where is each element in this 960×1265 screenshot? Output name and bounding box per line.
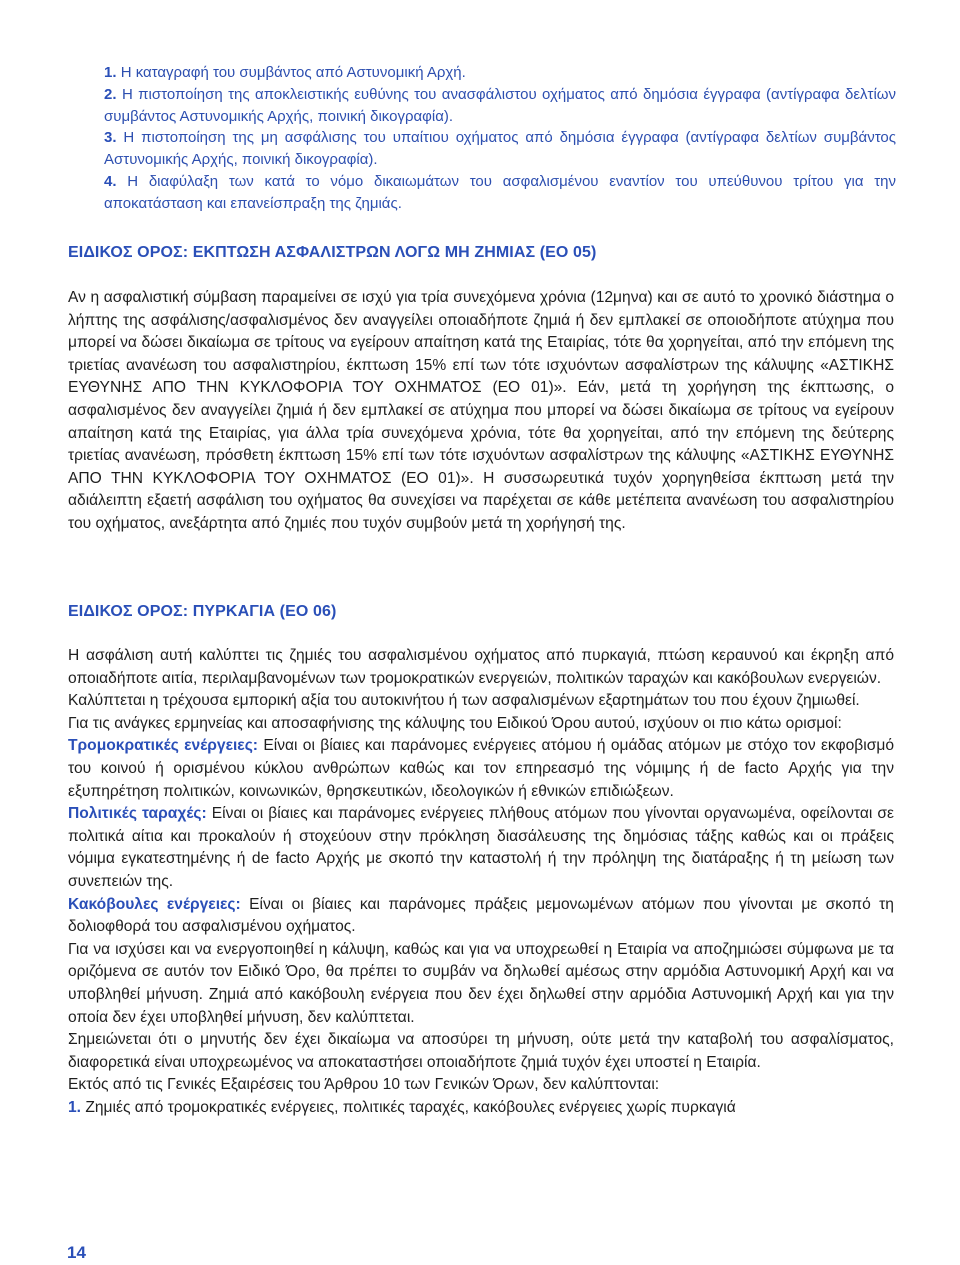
page-number: 14: [67, 1243, 86, 1262]
section-heading-eo06: ΕΙΔΙΚΟΣ ΟΡΟΣ: ΠΥΡΚΑΓΙΑ (ΕΟ 06): [68, 603, 337, 620]
section-body-eo06: [68, 645, 894, 1119]
definitions-intro: Για τις ανάγκες ερμηνείας και αποσαφήνισης της κάλυψης του Ειδικού Όρου αυτού, ισχύουν οι πιο κάτω ορισμοί:: [68, 714, 842, 732]
requirements-list: [104, 62, 896, 215]
definition-term: Πολιτικές ταραχές:: [68, 805, 207, 823]
note-paragraph: Σημειώνεται ότι ο μηνυτής δεν έχει δικαίωμα να αποσύρει τη μήνυση, ούτε μετά την καταβολή του ασφαλίσματος, διαφορετικά είναι υποχρεωμένος να αποκαταστήσει οποιαδήποτε ζημιά τυχόν έχει υποστεί η Εταιρία.: [68, 1031, 894, 1071]
definition-terrorism: Τρομοκρατικές ενέργειες: Είναι οι βίαιες και παράνομες ενέργειες ατόμου ή ομάδας ατόμων με στόχο τον εκφοβισμό του κοινού ή ορισμένου κύκλου ανθρώπων καθώς και τον επηρεασμό της νόμιμης ή de facto Αρχής για την εξυπηρέτηση πολιτικών, κοινωνικών, θρησκευτικών, ιδεολογικών ή εθνικών επιδιώξεων.: [68, 737, 895, 800]
definition-malicious: Κακόβουλες ενέργειες: Είναι οι βίαιες και παράνομες πράξεις μεμονωμένων ατόμων που γίνονται με σκοπό τη δολιοφθορά του ασφαλισμένου οχήματος.: [68, 895, 894, 936]
fire-coverage-paragraph: Η ασφάλιση αυτή καλύπτει τις ζημιές του ασφαλισμένου οχήματος από πυρκαγιά, πτώση κεραυνού και έκρηξη από οποιαδήποτε αιτία, περιλαμβανομένων των τρομοκρατικών ενεργειών, πολιτικών ταραχών και κακόβουλων ενεργειών.: [68, 647, 894, 687]
definition-term: Τρομοκρατικές ενέργειες:: [68, 737, 259, 755]
police-report-paragraph: Για να ισχύσει και να ενεργοποιηθεί η κάλυψη, καθώς και για να υποχρεωθεί η Εταιρία να αποζημιώσει σύμφωνα με τα οριζόμενα σε αυτόν τον Ειδικό Όρο, θα πρέπει το συμβάν να δηλωθεί αμέσως στην αρμόδια Αστυνομική Αρχή και να υποβληθεί μήνυση. Ζημιά από κακόβουλη ενέργεια που δεν έχει δηλωθεί στην αρμόδια Αστυνομική Αρχή και για την οποία δεν έχει υποβληθεί μήνυση, δεν καλύπτεται.: [68, 940, 894, 1026]
list-item: 2. Η πιστοποίηση της αποκλειστικής ευθύνης του ανασφάλιστου οχήματος από δημόσια έγγραφα (αντίγραφα δελτίων συμβάντος Αστυνομικής Αρχής, ποινική δικογραφία).: [104, 85, 896, 125]
section-heading-eo05: ΕΙΔΙΚΟΣ ΟΡΟΣ: ΕΚΠΤΩΣΗ ΑΣΦΑΛΙΣΤΡΩΝ ΛΟΓΩ ΜΗ ΖΗΜΙΑΣ (ΕΟ 05): [68, 244, 597, 261]
value-paragraph: Καλύπτεται η τρέχουσα εμπορική αξία του αυτοκινήτου ή των ασφαλισμένων εξαρτημάτων του που έχουν ζημιωθεί.: [68, 692, 860, 710]
exclusion-item: 1. Ζημιές από τρομοκρατικές ενέργειες, πολιτικές ταραχές, κακόβουλες ενέργειες χωρίς πυρκαγιά: [68, 1098, 736, 1116]
section-body-eo05: Αν η ασφαλιστική σύμβαση παραμείνει σε ισχύ για τρία συνεχόμενα χρόνια (12μηνα) και σε αυτό το χρονικό διάστημα ο λήπτης της ασφάλισης/ασφαλισμένος δεν αναγγείλει οποιαδήποτε ζημιά ή δεν εμπλακεί σε οποιοδήποτε ατύχημα που μπορεί να δώσει δικαίωμα σε τρίτους να εγείρουν απαίτηση κατά της Εταιρίας, τότε θα χορηγείται, από την επόμενη της τριετίας ανανέωση του ασφαλιστηρίου, έκπτωση 15% επί των τότε ισχυόντων ασφαλίστρων της κάλυψης «ΑΣΤΙΚΗΣ ΕΥΘΥΝΗΣ ΑΠΟ ΤΗΝ ΚΥΚΛΟΦΟΡΙΑ ΤΟΥ ΟΧΗΜΑΤΟΣ (ΕΟ 01)». Εάν, μετά τη χορήγηση της έκπτωσης, ο ασφαλισμένος δεν αναγγείλει ζημιά ή δεν εμπλακεί σε ατύχημα που μπορεί να δώσει δικαίωμα σε τρίτους να εγείρουν απαίτηση κατά της Εταιρίας, για άλλα τρία συνεχόμενα χρόνια, τότε θα χορηγείται, από την επόμενη της δεύτερης τριετίας ανανέωση, πρόσθετη έκπτωση 15% επί των τότε ισχυόντων ασφαλίστρων της κάλυψης «ΑΣΤΙΚΗΣ ΕΥΘΥΝΗΣ ΑΠΟ ΤΗΝ ΚΥΚΛΟΦΟΡΙΑ ΤΟΥ ΟΧΗΜΑΤΟΣ (ΕΟ 01)». Η συσσωρευτικά τυχόν χορηγηθείσα έκπτωση μετά την αδιάλειπτη εξαετή ασφάλιση του οχήματος θα συνεχίσει να παρέχεται σε κάθε μετέπειτα ανανέωση του ασφαλιστηρίου του οχήματος, ανεξάρτητα από ζημιές που τυχόν συμβούν μετά τη χορήγησή της.: [68, 289, 894, 532]
list-item: 4. Η διαφύλαξη των κατά το νόμο δικαιωμάτων του ασφαλισμένου εναντίον του υπεύθυνου τρίτου για την αποκατάσταση και επανείσπραξη της ζημιάς.: [104, 172, 896, 212]
exclusions-intro: Εκτός από τις Γενικές Εξαιρέσεις του Άρθρου 10 των Γενικών Όρων, δεν καλύπτονται:: [68, 1076, 660, 1094]
list-item: 1. Η καταγραφή του συμβάντος από Αστυνομική Αρχή.: [104, 64, 466, 81]
definition-term: Κακόβουλες ενέργειες:: [68, 895, 241, 913]
list-item: 3. Η πιστοποίηση της μη ασφάλισης του υπαίτιου οχήματος από δημόσια έγγραφα (αντίγραφα δελτίων συμβάντος Αστυνομικής Αρχής, ποινική δικογραφία).: [104, 129, 896, 169]
definition-riots: Πολιτικές ταραχές: Είναι οι βίαιες και παράνομες ενέργειες πλήθους ατόμων που γίνονται οργανωμένα, οφείλονται σε πολιτικά αίτια και προκαλούν ή στοχεύουν στην πρόκληση διασάλευσης της δημόσιας τάξης καθώς και οι πράξεις νόμιμα εγκατεστημένης ή de facto Αρχής με σκοπό την καταστολή ή την πρόληψη της διατάραξης ή τη μείωση των συνεπειών της.: [68, 805, 894, 890]
